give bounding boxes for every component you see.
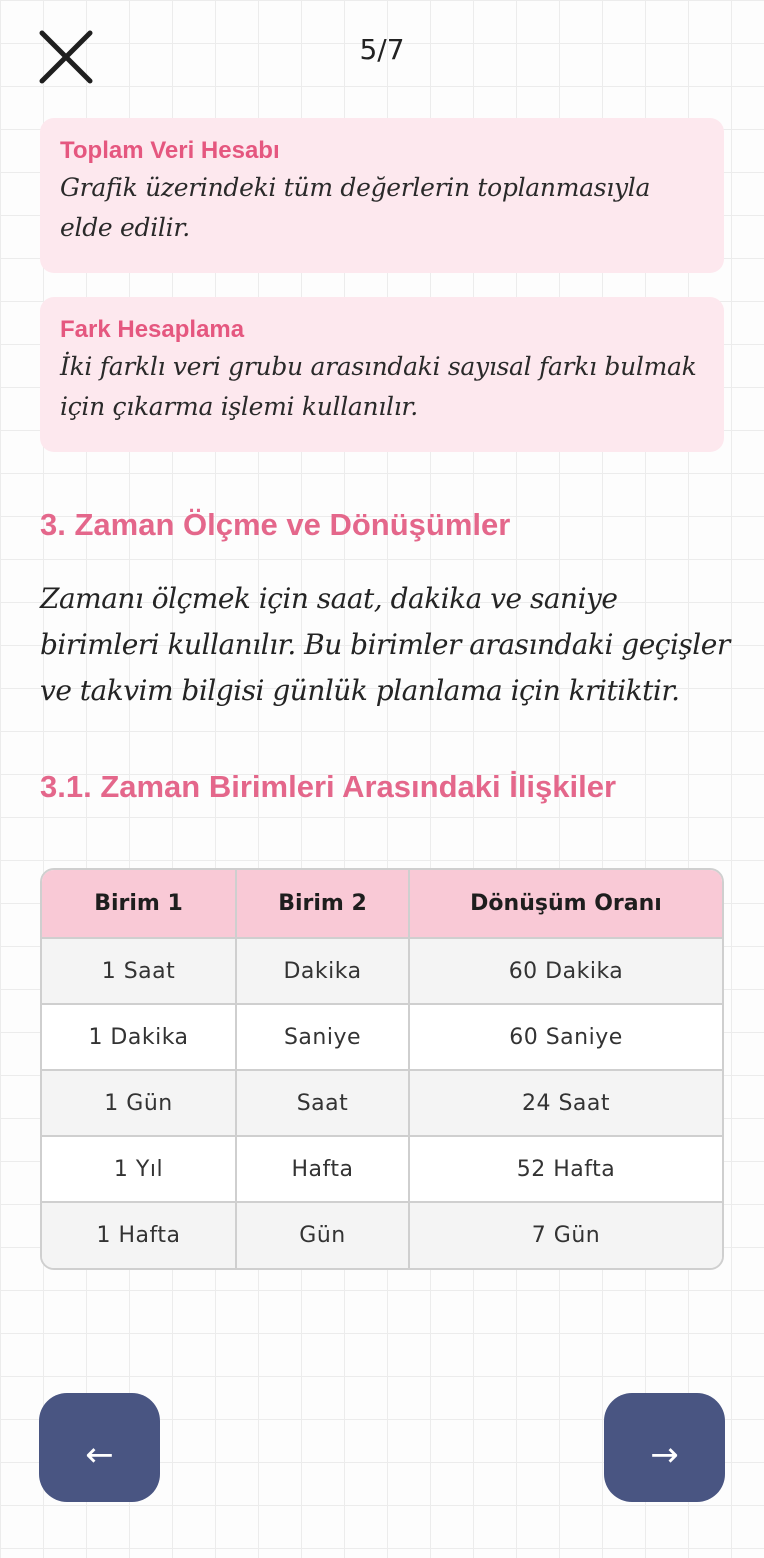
section-subtitle: 3.1. Zaman Birimleri Arasındaki İlişkiler (40, 769, 617, 804)
time-units-table (40, 868, 724, 1270)
table-row (42, 1070, 722, 1136)
table-row (42, 1202, 722, 1268)
arrow-right-icon: → (650, 1434, 679, 1475)
table-cell: 1 Dakika (42, 1004, 236, 1070)
info-card-total (40, 118, 724, 273)
table-row (42, 938, 722, 1004)
table-cell: Saniye (236, 1004, 409, 1070)
table-row (42, 1136, 722, 1202)
table-cell: 7 Gün (409, 1202, 722, 1268)
table-cell: 52 Hafta (409, 1136, 722, 1202)
previous-button[interactable] (39, 1393, 160, 1502)
arrow-left-icon: ← (85, 1434, 114, 1475)
table-cell: Gün (236, 1202, 409, 1268)
card-body: İki farklı veri grubu arasındaki sayısal farkı bulmak için çıkarma işlemi kullanılır. (60, 352, 697, 421)
column-header: Dönüşüm Oranı (409, 870, 722, 938)
table-cell: Dakika (236, 938, 409, 1004)
column-header: Birim 1 (42, 870, 236, 938)
table-cell: 1 Hafta (42, 1202, 236, 1268)
table-cell: 1 Yıl (42, 1136, 236, 1202)
table-cell: Saat (236, 1070, 409, 1136)
table-cell: 24 Saat (409, 1070, 722, 1136)
table-cell: 1 Saat (42, 938, 236, 1004)
section-title: 3. Zaman Ölçme ve Dönüşümler (40, 507, 511, 542)
section-paragraph: Zamanı ölçmek için saat, dakika ve saniye birimleri kullanılır. Bu birimler arasındaki geçişler ve takvim bilgisi günlük planlama için kritiktir. (40, 582, 730, 707)
table-cell: 60 Saniye (409, 1004, 722, 1070)
card-title: Toplam Veri Hesabı (60, 137, 280, 164)
column-header: Birim 2 (236, 870, 409, 938)
table-row (42, 1004, 722, 1070)
info-card-difference (40, 297, 724, 452)
card-body: Grafik üzerindeki tüm değerlerin toplanmasıyla elde edilir. (60, 173, 651, 242)
table-cell: 60 Dakika (409, 938, 722, 1004)
card-title: Fark Hesaplama (60, 316, 245, 343)
next-button[interactable] (604, 1393, 725, 1502)
table-cell: 1 Gün (42, 1070, 236, 1136)
table-cell: Hafta (236, 1136, 409, 1202)
table-header-row (42, 870, 722, 938)
page-counter: 5/7 (359, 33, 405, 66)
